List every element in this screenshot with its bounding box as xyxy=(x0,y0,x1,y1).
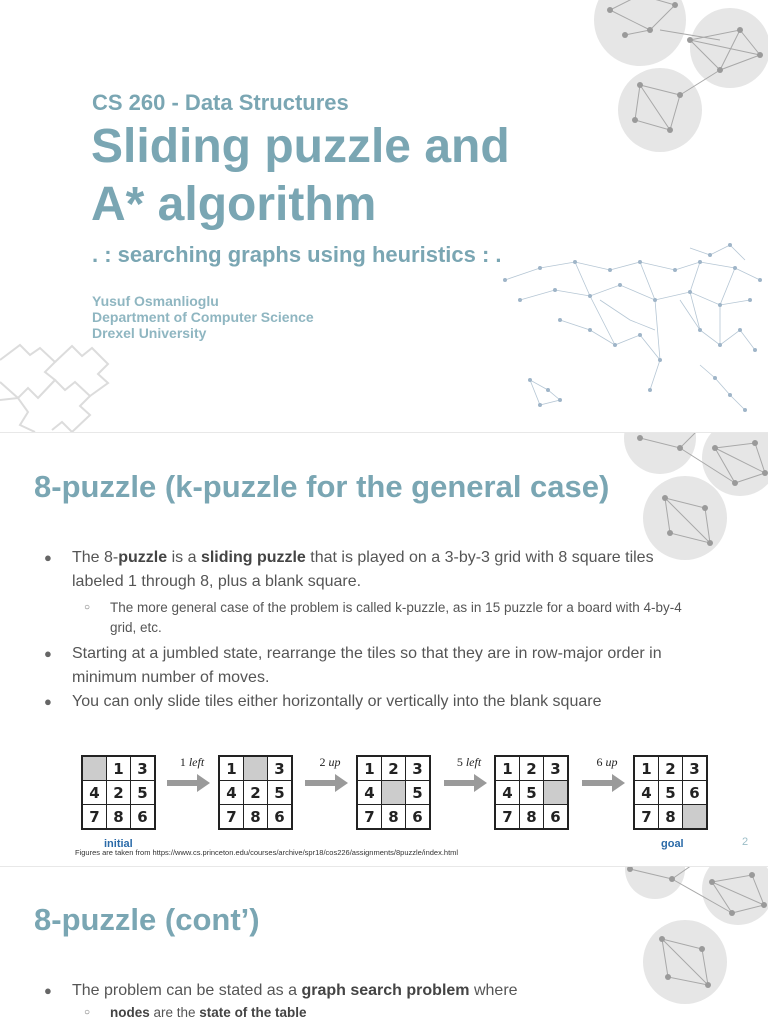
puzzle-tile: 3 xyxy=(683,756,708,781)
move-label: 2 up xyxy=(319,755,341,769)
figure-credit: Figures are taken from https://www.cs.princeton.edu/courses/archive/spr18/cos226/assignments/8puzzle/index.html xyxy=(75,848,459,857)
puzzle-tile: 3 xyxy=(544,756,569,781)
bullet-icon: ● xyxy=(44,983,52,998)
puzzle-tile: 4 xyxy=(357,781,382,805)
move-arrow xyxy=(305,755,349,798)
arrow-icon xyxy=(444,773,488,793)
puzzle-tile: 3 xyxy=(131,756,156,781)
list-item: ● Starting at a jumbled state, rearrange the tiles so that they are in row-major order in minimum number of moves. xyxy=(44,642,704,690)
puzzle-tile: 1 xyxy=(107,756,131,781)
puzzle-tile: 5 xyxy=(268,781,293,805)
puzzle-tile xyxy=(683,805,708,830)
puzzle-tile: 7 xyxy=(495,805,520,830)
arrow-icon xyxy=(305,773,349,793)
sub-bullet-icon: ○ xyxy=(84,1007,91,1018)
list-item: ● You can only slide tiles either horizontally or vertically into the blank square xyxy=(44,690,704,714)
bullet-icon: ● xyxy=(44,646,52,661)
move-arrow xyxy=(167,755,211,798)
puzzle-tile: 6 xyxy=(131,805,156,830)
puzzle-cont-slide xyxy=(0,866,768,1025)
title-slide xyxy=(0,0,768,432)
sub-bullet-icon: ○ xyxy=(84,602,91,613)
puzzle-intro-slide xyxy=(0,432,768,866)
move-label: 6 up xyxy=(596,755,618,769)
goal-label: goal xyxy=(661,838,684,850)
puzzle-tile xyxy=(382,781,406,805)
puzzle-tile xyxy=(244,756,268,781)
puzzle-tile: 6 xyxy=(268,805,293,830)
author-name: Yusuf Osmanlioglu xyxy=(92,293,219,309)
puzzle-tile: 6 xyxy=(406,805,431,830)
author-university: Drexel University xyxy=(92,325,207,341)
presentation-subtitle: . : searching graphs using heuristics : . xyxy=(92,242,502,267)
puzzle-tile: 8 xyxy=(382,805,406,830)
puzzle-tile: 8 xyxy=(107,805,131,830)
title-line-2: A* algorithm xyxy=(91,178,377,231)
course-name: CS 260 - Data Structures xyxy=(92,90,349,115)
puzzle-board xyxy=(81,755,156,830)
move-label: 5 left xyxy=(456,755,482,769)
arrow-icon xyxy=(167,773,211,793)
puzzle-tile: 4 xyxy=(495,781,520,805)
puzzle-tile: 2 xyxy=(659,756,683,781)
author-block xyxy=(92,293,314,341)
puzzle-tile: 1 xyxy=(219,756,244,781)
puzzle-tile: 8 xyxy=(520,805,544,830)
puzzle-tile xyxy=(544,781,569,805)
puzzle-board xyxy=(356,755,431,830)
author-department: Department of Computer Science xyxy=(92,309,314,325)
list-item: ● The problem can be stated as a graph search problem where xyxy=(44,979,704,1003)
puzzle-tile: 5 xyxy=(131,781,156,805)
puzzle-tile: 7 xyxy=(219,805,244,830)
slide-heading: 8-puzzle (k-puzzle for the general case) xyxy=(34,469,610,504)
presentation-title xyxy=(91,118,510,234)
puzzle-tile: 2 xyxy=(244,781,268,805)
puzzle-tile: 2 xyxy=(520,756,544,781)
puzzle-tile: 5 xyxy=(659,781,683,805)
bullet-list xyxy=(44,979,704,1025)
puzzle-tile: 8 xyxy=(659,805,683,830)
bullet-icon: ● xyxy=(44,694,52,709)
move-label: 1 left xyxy=(179,755,205,769)
puzzle-tile: 3 xyxy=(268,756,293,781)
list-item: ○ nodes are the state of the table xyxy=(44,1003,704,1023)
puzzle-tile: 7 xyxy=(357,805,382,830)
puzzle-tile xyxy=(82,756,107,781)
bullet-list xyxy=(44,546,704,714)
puzzle-tile: 1 xyxy=(495,756,520,781)
puzzle-tile: 5 xyxy=(406,781,431,805)
puzzle-board xyxy=(494,755,569,830)
puzzle-tile: 7 xyxy=(634,805,659,830)
puzzle-tile: 2 xyxy=(382,756,406,781)
title-line-1: Sliding puzzle and xyxy=(91,120,510,173)
bullet-icon: ● xyxy=(44,550,52,565)
puzzle-tile: 1 xyxy=(357,756,382,781)
puzzle-tile: 4 xyxy=(634,781,659,805)
puzzle-tile: 7 xyxy=(82,805,107,830)
list-item: ○ The more general case of the problem is called k-puzzle, as in 15 puzzle for a board with 4-by-4 grid, etc. xyxy=(84,600,682,635)
move-arrow xyxy=(582,755,626,798)
puzzle-tile: 3 xyxy=(406,756,431,781)
puzzle-tile: 6 xyxy=(544,805,569,830)
move-arrow xyxy=(444,755,488,798)
puzzle-tile: 8 xyxy=(244,805,268,830)
puzzle-board xyxy=(633,755,708,830)
initial-label: initial xyxy=(104,838,133,850)
puzzle-tile: 4 xyxy=(219,781,244,805)
puzzle-tile: 5 xyxy=(520,781,544,805)
arrow-icon xyxy=(582,773,626,793)
puzzle-tile: 2 xyxy=(107,781,131,805)
slide-heading: 8-puzzle (cont’) xyxy=(34,902,260,937)
list-item: ● The 8-puzzle is a sliding puzzle that is played on a 3-by-3 grid with 8 square tiles labeled 1 through 8, plus a blank square. xyxy=(44,546,704,594)
puzzle-tile: 6 xyxy=(683,781,708,805)
page-number: 2 xyxy=(742,836,749,848)
puzzle-board xyxy=(218,755,293,830)
puzzle-tile: 1 xyxy=(634,756,659,781)
puzzle-tile: 4 xyxy=(82,781,107,805)
